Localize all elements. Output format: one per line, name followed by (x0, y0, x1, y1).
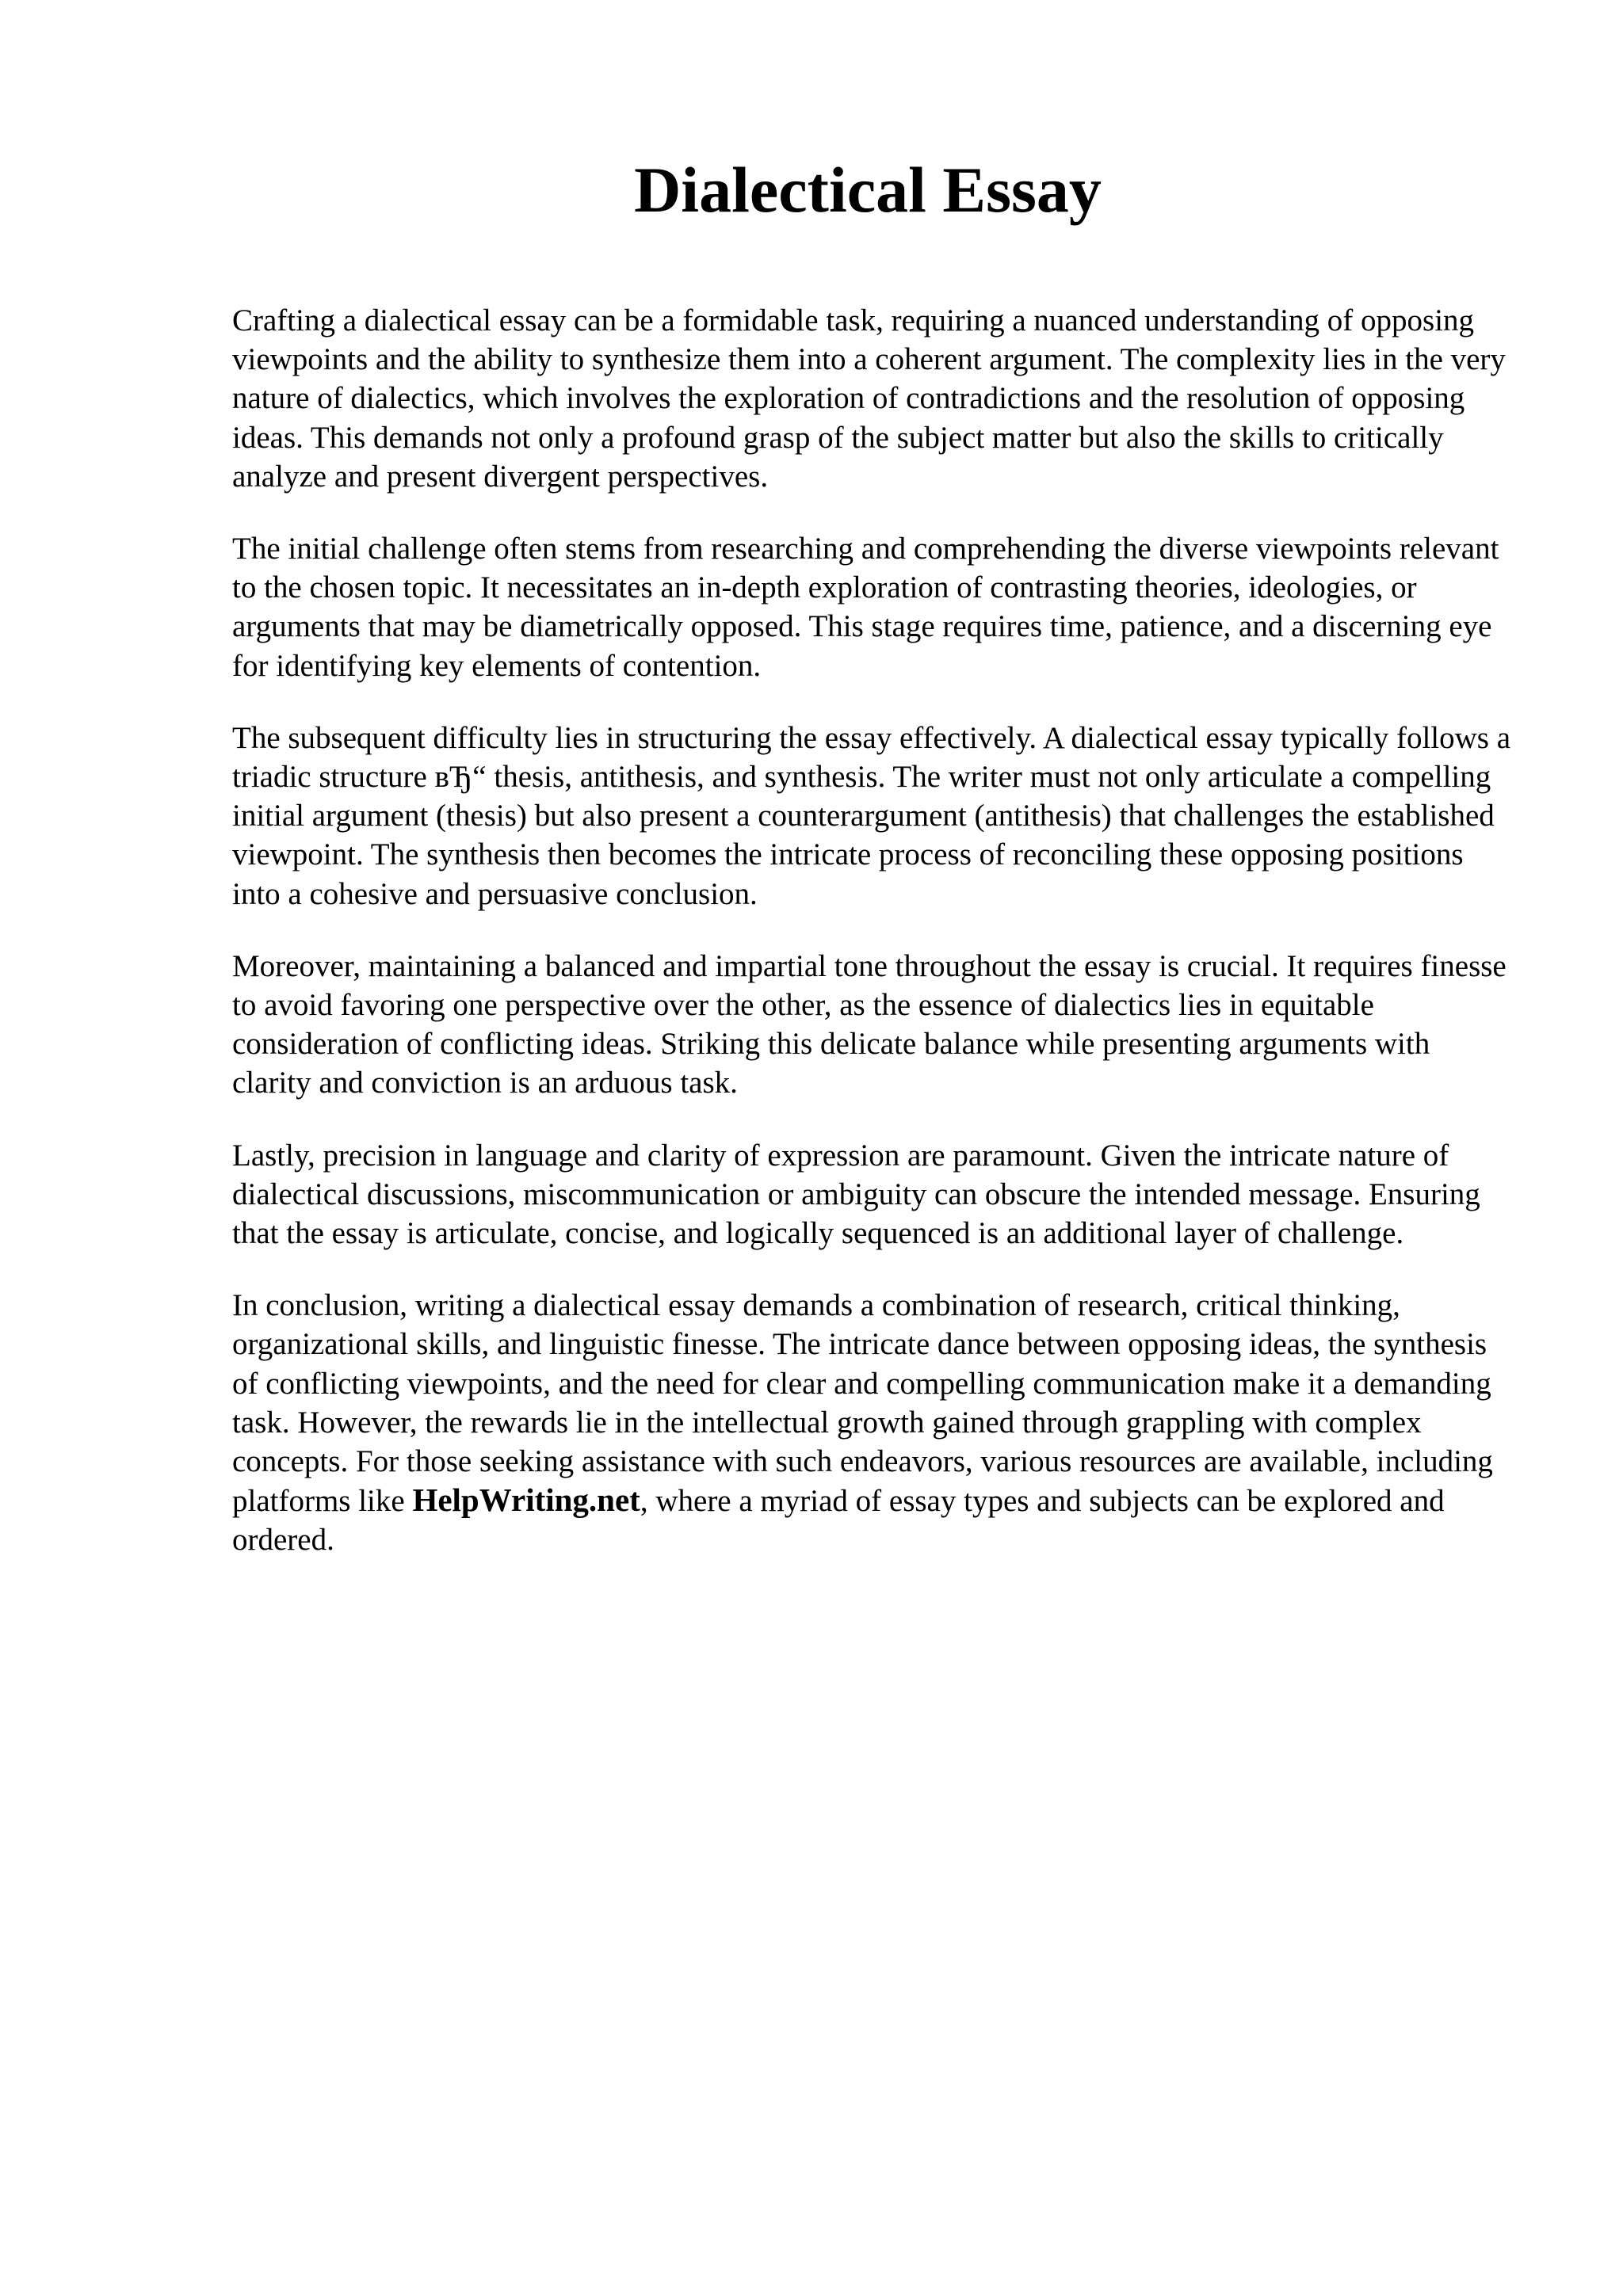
paragraph-4: Moreover, maintaining a balanced and impartial tone throughout the essay is crucial. It requires finesse to avoid favoring one perspective over the other, as the essence of dialectics lies in equitable consideration of conflicting ideas. Striking this delicate balance while presenting arguments with clarity and conviction is an arduous task. (232, 948, 1507, 1100)
document-title: Dialectical Essay (634, 154, 1102, 226)
conclusion-text-end: , where a myriad of essay types and subjects can be explored and ordered. (232, 1484, 1445, 1558)
paragraph-conclusion (232, 1286, 1516, 1559)
conclusion-text-start: In conclusion, writing a dialectical essay demands a combination of research, critical thinking, organizational skills, and linguistic finesse. The intricate dance between opposing ideas, the synthesis of conflicting viewpoints, and the need for clear and compelling communication make it a demanding task. However, the rewards lie in the intellectual growth gained through grappling with complex concepts. For those seeking assistance with such endeavors, various resources are available, including platforms like (232, 1288, 1493, 1519)
paragraph-3: The subsequent difficulty lies in structuring the essay effectively. A dialectical essay typically follows a triadic structure вЂ“ thesis, antithesis, and synthesis. The writer must not only articulate a compelling initial argument (thesis) but also present a counterargument (antithesis) that challenges the established viewpoint. The synthesis then becomes the intricate process of reconciling these opposing positions into a cohesive and persuasive conclusion. (232, 720, 1511, 911)
paragraph-1: Crafting a dialectical essay can be a formidable task, requiring a nuanced understanding of opposing viewpoints and the ability to synthesize them into a coherent argument. The complexity lies in the very nature of dialectics, which involves the exploration of contradictions and the resolution of opposing ideas. This demands not only a profound grasp of the subject matter but also the skills to critically analyze and present divergent perspectives. (232, 303, 1506, 494)
brand-name: HelpWriting.net (412, 1482, 640, 1519)
document-body (232, 301, 1516, 1593)
paragraph-2: The initial challenge often stems from researching and comprehending the diverse viewpoints relevant to the chosen topic. It necessitates an in-depth exploration of contrasting theories, ideologies, or arguments that may be diametrically opposed. This stage requires time, patience, and a discerning eye for identifying key elements of contention. (232, 532, 1499, 683)
paragraph-5: Lastly, precision in language and clarity of expression are paramount. Given the intricate nature of dialectical discussions, miscommunication or ambiguity can obscure the intended message. Ensuring that the essay is articulate, concise, and logically sequenced is an additional layer of challenge. (232, 1138, 1480, 1251)
